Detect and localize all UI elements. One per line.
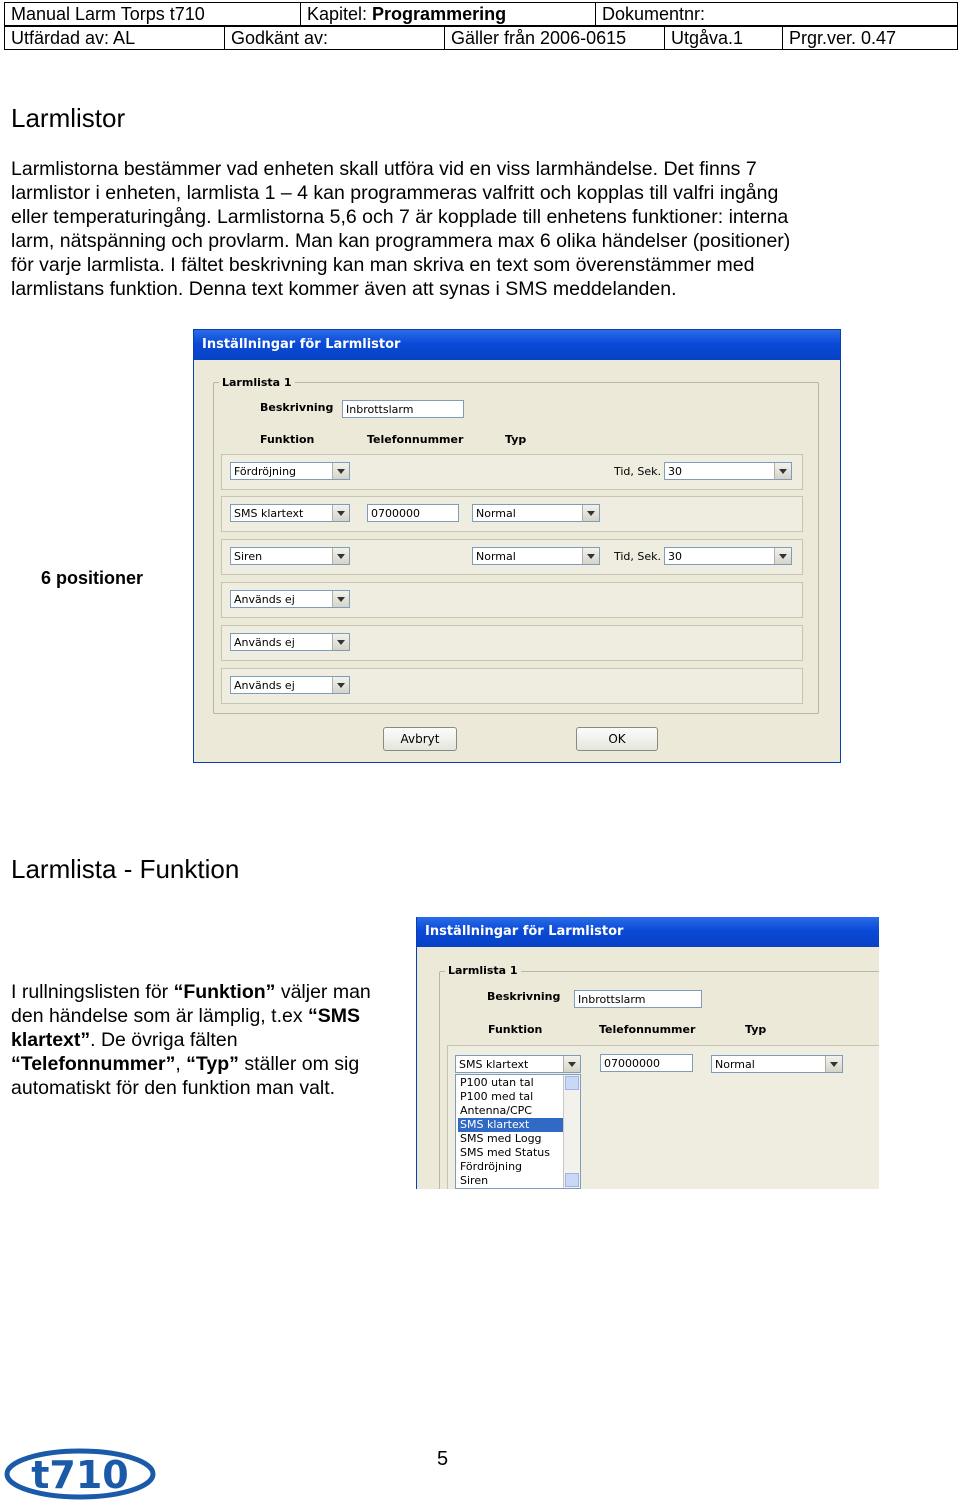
t710-logo: [4, 1440, 156, 1502]
group-legend: Larmlista 1: [445, 964, 521, 977]
dialog-title: Inställningar för Larmlistor: [194, 330, 840, 360]
list-scrollbar[interactable]: [563, 1075, 580, 1188]
section-heading-larmlistor: Larmlistor: [11, 103, 126, 133]
telefonnummer-column-label: Telefonnummer: [599, 1023, 696, 1036]
beskrivning-label: Beskrivning: [260, 401, 334, 414]
header-row-2: [4, 26, 958, 50]
chevron-down-icon[interactable]: [332, 463, 349, 479]
dialog-title: Inställningar för Larmlistor: [417, 917, 879, 947]
intro-paragraph: Larmlistorna bestämmer vad enheten skall utföra vid en viss larmhändelse. Det finns 7 larmlistor i enheten, larmlista 1 – 4 kan programmeras valfritt och kopplas till valfri ingång eller temperaturingång. Larmlistorna 5,6 och 7 är kopplade till enhetens funktioner: interna larm, nätspänning och provlarm. Man kan programmera max 6 olika händelser (positioner) för varje larmlista. I fältet beskrivning kan man skriva en text som överenstämmer med larmlistans funktion. Denna text kommer även att synas i SMS meddelanden.: [11, 158, 791, 300]
tid-label: Tid, Sek.: [614, 550, 662, 563]
chevron-down-icon[interactable]: [825, 1056, 842, 1072]
chevron-down-icon[interactable]: [582, 548, 599, 564]
funktion-paragraph: I rullningslisten för “Funktion” väljer man den händelse som är lämplig, t.ex “SMS klartext”. De övriga fälten “Telefonnummer”, “Typ” ställer om sig automatiskt för den funktion man valt.: [11, 981, 371, 1099]
utgava-cell: Utgåva.1: [665, 27, 783, 50]
manual-cell: Manual Larm Torps t710: [5, 3, 301, 26]
chevron-down-icon[interactable]: [332, 634, 349, 650]
funktion-select[interactable]: SMS klartext: [230, 504, 350, 522]
tid-select[interactable]: 30: [664, 462, 792, 480]
funktion-dropdown-list: [455, 1074, 581, 1189]
typ-select[interactable]: Normal: [472, 547, 600, 565]
chevron-down-icon[interactable]: [582, 505, 599, 521]
beskrivning-label: Beskrivning: [487, 990, 561, 1003]
tid-label: Tid, Sek.: [614, 465, 662, 478]
larmlist-settings-dialog-cropped: [416, 917, 879, 1189]
page-number: 5: [437, 1448, 449, 1470]
dokumentnr-cell: Dokumentnr:: [596, 3, 958, 26]
scroll-down-icon[interactable]: [565, 1173, 579, 1187]
list-item[interactable]: Fördröjning: [460, 1160, 523, 1173]
beskrivning-input[interactable]: Inbrottslarm: [342, 400, 464, 418]
chevron-down-icon[interactable]: [774, 548, 791, 564]
typ-select[interactable]: Normal: [711, 1055, 843, 1073]
funktion-select-open[interactable]: SMS klartext: [455, 1055, 581, 1073]
chevron-down-icon[interactable]: [332, 505, 349, 521]
positions-label: 6 positioner: [41, 568, 144, 588]
list-item[interactable]: Siren: [460, 1174, 489, 1187]
chevron-down-icon[interactable]: [563, 1056, 580, 1072]
chevron-down-icon[interactable]: [332, 677, 349, 693]
galler-cell: Gäller från 2006-0615: [445, 27, 665, 50]
scroll-up-icon[interactable]: [565, 1076, 579, 1090]
cancel-button[interactable]: Avbryt: [383, 727, 457, 751]
telefonnummer-input[interactable]: 0700000: [367, 504, 459, 522]
prgr-cell: Prgr.ver. 0.47: [783, 27, 958, 50]
kapitel-cell: Kapitel: Programmering: [301, 3, 596, 26]
funktion-column-label: Funktion: [488, 1023, 543, 1036]
funktion-select[interactable]: Siren: [230, 547, 350, 565]
funktion-select[interactable]: Används ej: [230, 590, 350, 608]
funktion-select[interactable]: Används ej: [230, 676, 350, 694]
funktion-column-label: Funktion: [260, 433, 315, 446]
list-item[interactable]: SMS med Logg: [460, 1132, 542, 1145]
chevron-down-icon[interactable]: [332, 548, 349, 564]
beskrivning-input[interactable]: Inbrottslarm: [574, 990, 702, 1008]
list-item[interactable]: SMS med Status: [460, 1146, 550, 1159]
group-legend: Larmlista 1: [219, 376, 295, 389]
tid-select[interactable]: 30: [664, 547, 792, 565]
ok-button[interactable]: OK: [576, 727, 658, 751]
funktion-select[interactable]: Fördröjning: [230, 462, 350, 480]
logo-text: t710: [31, 1453, 129, 1497]
funktion-select[interactable]: Används ej: [230, 633, 350, 651]
typ-column-label: Typ: [745, 1023, 767, 1036]
list-item-selected[interactable]: SMS klartext: [458, 1118, 566, 1132]
chevron-down-icon[interactable]: [774, 463, 791, 479]
list-item[interactable]: Antenna/CPC: [460, 1104, 532, 1117]
larmlist-settings-dialog: [193, 329, 841, 763]
typ-column-label: Typ: [505, 433, 527, 446]
list-item[interactable]: P100 utan tal: [460, 1076, 534, 1089]
telefonnummer-input[interactable]: 07000000: [600, 1054, 693, 1072]
telefonnummer-column-label: Telefonnummer: [367, 433, 464, 446]
typ-select[interactable]: Normal: [472, 504, 600, 522]
header-row-1: [4, 2, 958, 26]
utfardad-cell: Utfärdad av: AL: [5, 27, 225, 50]
chevron-down-icon[interactable]: [332, 591, 349, 607]
godkant-cell: Godkänt av:: [225, 27, 445, 50]
section-heading-funktion: Larmlista - Funktion: [11, 854, 240, 884]
list-item[interactable]: P100 med tal: [460, 1090, 534, 1103]
